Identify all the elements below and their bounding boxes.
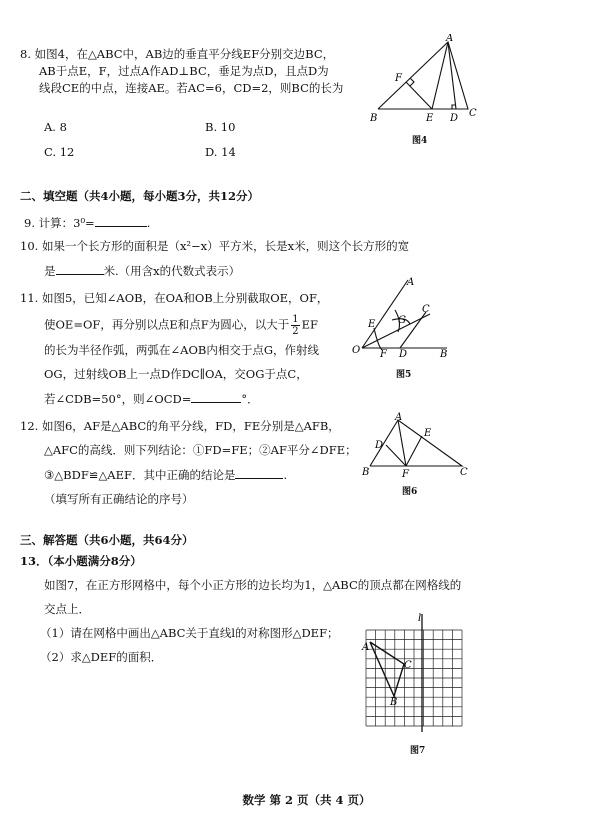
question-12 bbox=[20, 418, 357, 508]
q11-line-5b: °． bbox=[241, 392, 259, 406]
q8-line-2: AB于点E，F，过点A作AD⊥BC，垂足为点D，且点D为 bbox=[39, 64, 329, 78]
q8-option-c: C. 12 bbox=[44, 145, 75, 159]
q13-head: 13．（本小题满分8分） bbox=[20, 554, 142, 568]
q8-option-a: A. 8 bbox=[44, 120, 67, 134]
fig6-label-d: D bbox=[375, 440, 384, 451]
q13-sub-2: （2）求△DEF的面积． bbox=[40, 650, 163, 664]
q10-line-1: 10. 如果一个长方形的面积是（x²−x）平方米，长是x米，则这个长方形的宽 bbox=[20, 239, 410, 253]
question-10 bbox=[20, 238, 409, 280]
question-9 bbox=[24, 214, 150, 232]
question-8 bbox=[20, 46, 343, 97]
fig4-bisector-ef bbox=[406, 82, 432, 109]
fig7-label-a: A bbox=[362, 642, 370, 653]
q11-line-4: OG，过射线OB上一点D作DC∥OA，交OG于点C， bbox=[44, 367, 308, 381]
fig5-label-g: G bbox=[398, 315, 406, 326]
fig6-label-f: F bbox=[402, 469, 409, 480]
q9-text: 9. 计算：3⁰= bbox=[24, 216, 95, 230]
figure-7 bbox=[360, 612, 470, 737]
question-11 bbox=[20, 290, 328, 408]
fig6-altitude-fe bbox=[406, 436, 422, 466]
q11-line-1: 11. 如图5，已知∠AOB，在OA和OB上分别截取OE，OF， bbox=[20, 291, 329, 305]
q12-line-3b: . bbox=[283, 468, 288, 482]
fig5-label-o: O bbox=[352, 345, 361, 356]
fig4-label-b: B bbox=[370, 113, 378, 124]
q11-line-2b: EF bbox=[301, 317, 318, 332]
q9-answer-blank[interactable] bbox=[95, 214, 147, 227]
q8-line-3: 线段CE的中点，连接AE。若AC=6，CD=2，则BC的长为 bbox=[39, 81, 344, 95]
fig4-label-e: E bbox=[426, 113, 434, 124]
q11-fraction bbox=[291, 314, 299, 337]
q12-line-4: （填写所有正确结论的序号） bbox=[44, 492, 194, 506]
section-2-title: 二、填空题（共4小题，每小题3分，共12分） bbox=[20, 189, 260, 203]
figure-5 bbox=[352, 276, 460, 361]
q10-line-2a: 是 bbox=[44, 264, 56, 278]
fig5-label-e: E bbox=[368, 319, 376, 330]
q10-line-2b: 米.（用含x的代数式表示） bbox=[103, 264, 241, 278]
q12-line-2: △AFC的高线．则下列结论：①FD=FE；②AF平分∠DFE； bbox=[44, 443, 357, 457]
fig5-label-a: A bbox=[407, 277, 415, 288]
q11-line-2a: 使OE=OF，再分别以点E和点F为圆心，以大于 bbox=[44, 317, 290, 332]
q8-option-b: B. 10 bbox=[205, 120, 236, 134]
figure-4 bbox=[368, 34, 478, 124]
figure-6 bbox=[362, 412, 472, 480]
fig4-right-angle-f bbox=[410, 78, 414, 86]
q8-option-d: D. 14 bbox=[205, 145, 236, 159]
q13-line-1: 如图7，在正方形网格中，每个小正方形的边长均为1，△ABC的顶点都在网格线的 bbox=[44, 578, 462, 592]
fig5-label-b: B bbox=[440, 349, 448, 360]
fig4-label-a: A bbox=[446, 34, 454, 44]
fig4-label-d: D bbox=[450, 113, 459, 124]
fig6-triangle-abc bbox=[370, 420, 462, 466]
q11-line-3: 的长为半径作弧，两弧在∠AOB内相交于点G，作射线 bbox=[44, 343, 320, 357]
q12-line-1: 12. 如图6，AF是△ABC的角平分线，FD，FE分别是△AFB， bbox=[20, 419, 340, 433]
fig4-label-f: F bbox=[395, 73, 402, 84]
fig6-label-a: A bbox=[395, 412, 403, 423]
q13-line-2: 交点上． bbox=[44, 602, 90, 616]
section-3-title: 三、解答题（共6小题，共64分） bbox=[20, 533, 194, 547]
fig7-grid bbox=[366, 630, 462, 726]
figure-5-caption: 图5 bbox=[396, 370, 412, 380]
fig5-ray-oa bbox=[362, 280, 408, 348]
fig7-label-c: C bbox=[404, 660, 412, 671]
figure-4-caption: 图4 bbox=[412, 136, 428, 146]
page-footer: 数学 第 2 页（共 4 页） bbox=[242, 793, 371, 807]
figure-7-caption: 图7 bbox=[410, 746, 426, 756]
fig5-label-d: D bbox=[399, 349, 408, 360]
q11-fraction-denominator: 2 bbox=[292, 326, 299, 337]
fig4-altitude-ad bbox=[448, 42, 456, 109]
q11-fraction-numerator: 1 bbox=[292, 314, 299, 325]
fig6-label-c: C bbox=[460, 467, 468, 478]
figure-6-caption: 图6 bbox=[402, 487, 418, 497]
fig5-label-f: F bbox=[380, 349, 387, 360]
fig7-label-b: B bbox=[390, 697, 398, 708]
fig5-label-c: C bbox=[422, 304, 430, 315]
q8-line-1: 8. 如图4，在△ABC中，AB边的垂直平分线EF分别交边BC， bbox=[20, 47, 335, 61]
q12-line-3a: ③△BDF≌△AEF．其中正确的结论是 bbox=[44, 468, 236, 482]
q10-answer-blank[interactable] bbox=[56, 262, 104, 275]
fig6-label-e: E bbox=[424, 428, 432, 439]
q9-end: . bbox=[146, 216, 151, 230]
fig4-segment-ae bbox=[432, 42, 448, 109]
fig7-label-l: l bbox=[418, 613, 422, 624]
q12-answer-blank[interactable] bbox=[235, 466, 283, 479]
fig4-label-c: C bbox=[469, 108, 477, 119]
fig6-label-b: B bbox=[362, 467, 370, 478]
q11-answer-blank[interactable] bbox=[191, 390, 241, 403]
q13-sub-1: （1）请在网格中画出△ABC关于直线l的对称图形△DEF； bbox=[40, 626, 339, 640]
q11-line-5a: 若∠CDB=50°，则∠OCD= bbox=[44, 392, 192, 406]
